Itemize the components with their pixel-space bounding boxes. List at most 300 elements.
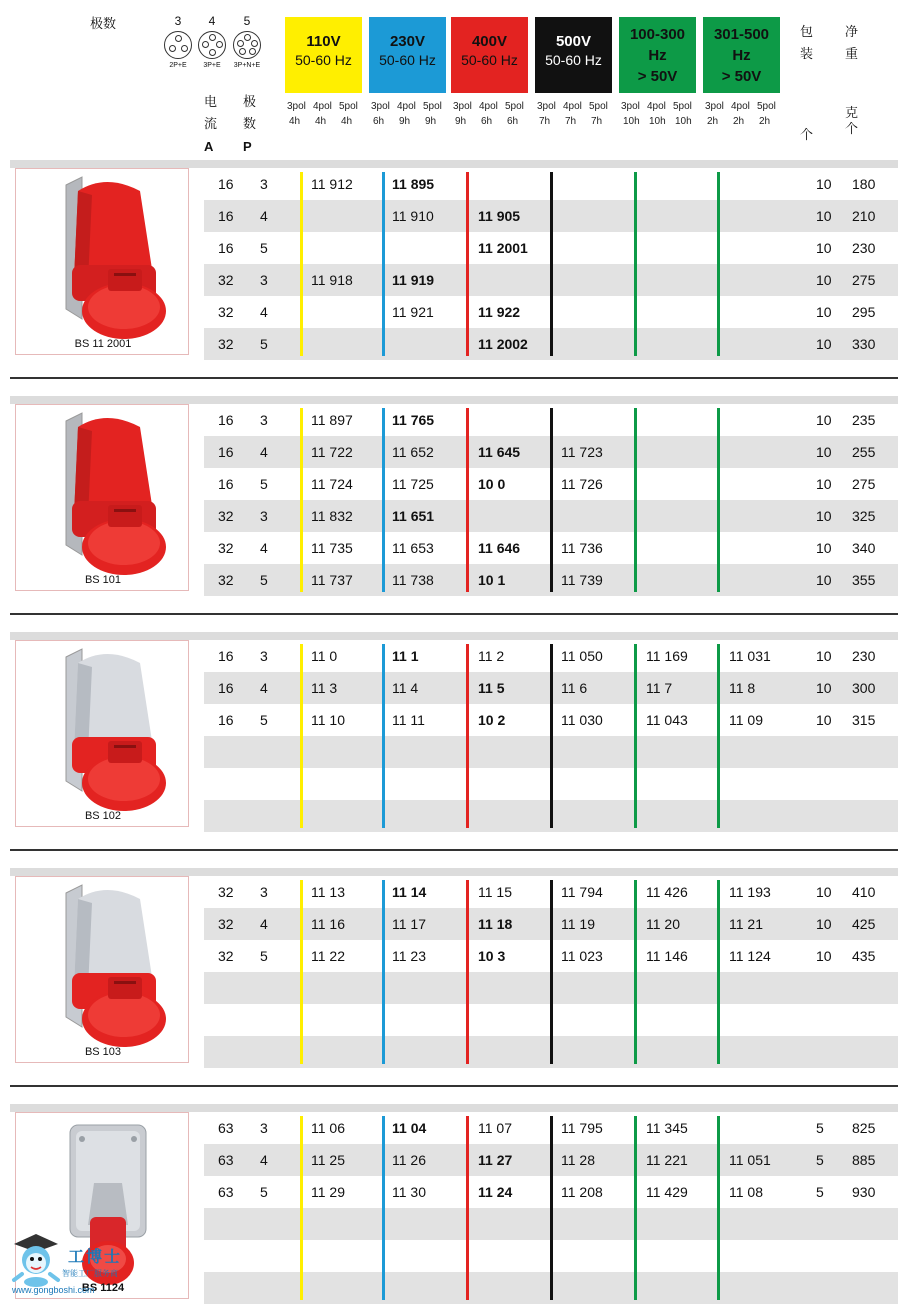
pack-quantity: 10 <box>816 916 832 932</box>
product-number: 11 739 <box>561 572 603 588</box>
current-value: 16 <box>218 476 234 492</box>
header-char: 个 <box>845 122 859 137</box>
pack-quantity: 10 <box>816 412 832 428</box>
voltage-header-box <box>285 17 362 93</box>
voltage-separator-line <box>550 644 553 828</box>
product-number: 11 918 <box>311 272 353 288</box>
voltage-frequency: Hz <box>732 47 751 64</box>
product-caption: BS 102 <box>84 810 122 822</box>
product-number: 11 20 <box>646 916 680 932</box>
product-number: 11 912 <box>311 176 353 192</box>
poles-value: 3 <box>260 648 268 664</box>
pack-quantity: 10 <box>816 208 832 224</box>
net-weight: 435 <box>852 948 876 964</box>
voltage-header-box <box>703 17 780 93</box>
product-number: 11 30 <box>392 1184 426 1200</box>
current-value: 32 <box>218 948 234 964</box>
product-number: 11 08 <box>729 1184 763 1200</box>
current-value: 32 <box>218 272 234 288</box>
poles-value: 5 <box>260 240 268 256</box>
pol-label: 4pol <box>313 101 332 112</box>
socket-illustration <box>16 405 188 589</box>
product-number: 11 795 <box>561 1120 603 1136</box>
current-value: 16 <box>218 176 234 192</box>
hour-label: 6h <box>507 116 519 127</box>
voltage-separator-line <box>466 880 469 1064</box>
hour-label: 6h <box>373 116 385 127</box>
voltage-separator-line <box>634 644 637 828</box>
current-value: 16 <box>218 648 234 664</box>
product-number: 11 738 <box>392 572 434 588</box>
product-number: 11 646 <box>478 540 521 556</box>
pack-quantity: 10 <box>816 648 832 664</box>
voltage-separator-line <box>550 172 553 356</box>
socket-illustration <box>16 169 188 353</box>
pol-label: 3pol <box>453 101 472 112</box>
product-number: 11 429 <box>646 1184 688 1200</box>
product-number: 11 922 <box>478 304 521 320</box>
product-number: 11 919 <box>392 272 435 288</box>
net-weight: 355 <box>852 572 876 588</box>
voltage-line: 100-300 <box>629 26 686 43</box>
socket-illustration <box>16 877 188 1061</box>
product-number: 10 1 <box>478 572 506 588</box>
hour-label: 4h <box>341 116 353 127</box>
product-number: 11 794 <box>561 884 603 900</box>
pol-label: 5pol <box>339 101 358 112</box>
pol-label: 5pol <box>505 101 524 112</box>
voltage-separator-line <box>466 644 469 828</box>
current-value: 32 <box>218 508 234 524</box>
product-number: 11 031 <box>729 648 771 664</box>
product-number: 11 765 <box>392 412 435 428</box>
product-number: 11 736 <box>561 540 603 556</box>
current-column-header <box>204 92 224 158</box>
net-weight: 275 <box>852 476 876 492</box>
pol-label: 3pol <box>371 101 390 112</box>
product-number: 11 28 <box>561 1152 595 1168</box>
current-value: 16 <box>218 240 234 256</box>
hour-label: 9h <box>455 116 467 127</box>
poles-value: 4 <box>260 208 268 224</box>
header-char: 电 <box>204 95 218 110</box>
product-number: 11 023 <box>561 948 603 964</box>
voltage-separator-line <box>300 408 303 592</box>
poles-value: 3 <box>260 272 268 288</box>
product-caption: BS 103 <box>84 1046 122 1058</box>
current-value: 63 <box>218 1184 234 1200</box>
product-number: 11 193 <box>729 884 771 900</box>
pack-quantity: 10 <box>816 712 832 728</box>
voltage-separator-line <box>382 408 385 592</box>
product-number: 11 7 <box>646 680 673 696</box>
product-number: 11 19 <box>561 916 595 932</box>
voltage-line: 500V <box>555 33 592 50</box>
product-number: 11 10 <box>311 712 345 728</box>
product-number: 11 050 <box>561 648 603 664</box>
voltage-frequency: 50-60 Hz <box>545 52 602 68</box>
poles-value: 3 <box>260 176 268 192</box>
product-number: 11 221 <box>646 1152 688 1168</box>
pol-label: 4pol <box>731 101 750 112</box>
product-number: 11 1 <box>392 648 419 664</box>
product-number: 11 4 <box>392 680 419 696</box>
current-value: 16 <box>218 444 234 460</box>
pol-label: 5pol <box>589 101 608 112</box>
net-weight: 180 <box>852 176 876 192</box>
product-number: 11 043 <box>646 712 688 728</box>
product-number: 11 905 <box>478 208 521 224</box>
current-value: 32 <box>218 304 234 320</box>
product-image <box>15 876 189 1063</box>
voltage-separator-line <box>634 880 637 1064</box>
section-band <box>10 632 898 640</box>
voltage-separator-line <box>717 408 720 592</box>
voltage-header-box <box>535 17 612 93</box>
net-weight: 230 <box>852 240 876 256</box>
header-char: P <box>243 139 252 154</box>
section-band <box>10 1104 898 1112</box>
section-divider <box>10 849 898 851</box>
net-weight: 300 <box>852 680 876 696</box>
product-number: 11 169 <box>646 648 688 664</box>
pin-number: 3 <box>174 14 182 28</box>
net-weight: 325 <box>852 508 876 524</box>
poles-value: 4 <box>260 304 268 320</box>
socket-5pin-icon <box>233 31 261 59</box>
pack-quantity: 10 <box>816 680 832 696</box>
current-value: 32 <box>218 884 234 900</box>
voltage-separator-line <box>550 408 553 592</box>
pol-label: 4pol <box>479 101 498 112</box>
product-number: 11 24 <box>478 1184 513 1200</box>
voltage-separator-line <box>300 644 303 828</box>
current-value: 63 <box>218 1120 234 1136</box>
product-number: 11 735 <box>311 540 353 556</box>
poles-value: 3 <box>260 884 268 900</box>
voltage-separator-line <box>382 172 385 356</box>
pin-label: 3P+E <box>203 62 221 69</box>
watermark-tagline: 智能工厂服务商 <box>62 1269 118 1278</box>
pack-quantity: 10 <box>816 948 832 964</box>
current-value: 63 <box>218 1152 234 1168</box>
hour-label: 6h <box>481 116 493 127</box>
hour-label: 7h <box>565 116 577 127</box>
voltage-min: > 50V <box>721 68 762 85</box>
header-char: 极 <box>243 95 257 110</box>
poles-value: 3 <box>260 412 268 428</box>
pack-quantity: 10 <box>816 240 832 256</box>
pack-quantity: 10 <box>816 176 832 192</box>
current-value: 16 <box>218 680 234 696</box>
voltage-line: 301-500 <box>713 26 770 43</box>
voltage-frequency: 50-60 Hz <box>461 52 518 68</box>
current-value: 32 <box>218 572 234 588</box>
hour-label: 10h <box>623 116 640 127</box>
product-number: 11 25 <box>311 1152 345 1168</box>
section-divider <box>10 613 898 615</box>
header-char: 数 <box>243 117 257 132</box>
hour-label: 7h <box>591 116 603 127</box>
hour-label: 2h <box>759 116 771 127</box>
hour-label: 7h <box>539 116 551 127</box>
pack-quantity: 10 <box>816 476 832 492</box>
product-number: 11 832 <box>311 508 353 524</box>
hour-label: 2h <box>707 116 719 127</box>
current-value: 32 <box>218 336 234 352</box>
hour-label: 9h <box>425 116 437 127</box>
pin-label: 2P+E <box>169 62 187 69</box>
mascot-logo-icon <box>8 1230 64 1288</box>
net-weight: 340 <box>852 540 876 556</box>
net-weight: 315 <box>852 712 876 728</box>
pol-label: 5pol <box>757 101 776 112</box>
poles-value: 5 <box>260 336 268 352</box>
current-value: 16 <box>218 712 234 728</box>
product-number: 11 723 <box>561 444 603 460</box>
voltage-header-box <box>451 17 528 93</box>
voltage-line: 110V <box>306 33 341 50</box>
voltage-separator-line <box>300 172 303 356</box>
product-number: 11 895 <box>392 176 435 192</box>
product-number: 11 09 <box>729 712 763 728</box>
product-number: 11 22 <box>311 948 345 964</box>
voltage-separator-line <box>382 1116 385 1300</box>
product-image <box>15 640 189 827</box>
product-caption: BS 11 2001 <box>74 338 132 350</box>
product-number: 11 8 <box>729 680 756 696</box>
pol-label: 3pol <box>705 101 724 112</box>
product-number: 11 2001 <box>478 240 528 256</box>
watermark-url: www.gongboshi.com <box>12 1285 95 1295</box>
socket-illustration <box>16 641 188 825</box>
product-number: 11 345 <box>646 1120 688 1136</box>
header-char: 重 <box>845 47 859 62</box>
product-number: 11 897 <box>311 412 353 428</box>
pack-quantity: 10 <box>816 304 832 320</box>
voltage-min: > 50V <box>637 68 678 85</box>
net-weight: 330 <box>852 336 876 352</box>
net-weight: 425 <box>852 916 876 932</box>
voltage-frequency: 50-60 Hz <box>295 52 352 68</box>
section-divider <box>10 1085 898 1087</box>
header-char: 净 <box>845 25 859 40</box>
product-number: 11 27 <box>478 1152 513 1168</box>
pack-quantity: 10 <box>816 272 832 288</box>
voltage-line: 400V <box>471 33 508 50</box>
product-number: 11 724 <box>311 476 353 492</box>
product-number: 11 426 <box>646 884 688 900</box>
pack-quantity: 5 <box>816 1152 824 1168</box>
product-number: 11 2 <box>478 648 505 664</box>
voltage-separator-line <box>634 1116 637 1300</box>
voltage-separator-line <box>717 172 720 356</box>
product-number: 11 208 <box>561 1184 603 1200</box>
poles-value: 5 <box>260 572 268 588</box>
net-weight: 885 <box>852 1152 876 1168</box>
product-number: 11 15 <box>478 884 512 900</box>
product-number: 11 0 <box>311 648 338 664</box>
product-number: 11 2002 <box>478 336 528 352</box>
product-number: 10 2 <box>478 712 506 728</box>
product-number: 11 23 <box>392 948 426 964</box>
poles-value: 5 <box>260 476 268 492</box>
header-char: 装 <box>800 47 814 62</box>
pack-quantity: 10 <box>816 444 832 460</box>
section-band <box>10 160 898 168</box>
product-number: 11 652 <box>392 444 434 460</box>
voltage-separator-line <box>300 880 303 1064</box>
product-number: 11 6 <box>561 680 588 696</box>
voltage-separator-line <box>550 1116 553 1300</box>
net-weight: 230 <box>852 648 876 664</box>
poles-value: 4 <box>260 540 268 556</box>
pack-quantity: 10 <box>816 884 832 900</box>
product-number: 10 3 <box>478 948 506 964</box>
pol-label: 3pol <box>287 101 306 112</box>
current-value: 16 <box>218 412 234 428</box>
voltage-separator-line <box>300 1116 303 1300</box>
product-number: 11 726 <box>561 476 603 492</box>
product-number: 11 04 <box>392 1120 427 1136</box>
poles-value: 4 <box>260 680 268 696</box>
pol-label: 3pol <box>621 101 640 112</box>
poles-value: 4 <box>260 1152 268 1168</box>
product-image <box>15 168 189 355</box>
product-number: 11 26 <box>392 1152 426 1168</box>
product-number: 11 29 <box>311 1184 345 1200</box>
pack-quantity: 5 <box>816 1184 824 1200</box>
product-number: 11 21 <box>729 916 763 932</box>
pack-quantity: 5 <box>816 1120 824 1136</box>
product-image <box>15 404 189 591</box>
pack-quantity: 10 <box>816 572 832 588</box>
product-number: 11 06 <box>311 1120 345 1136</box>
voltage-separator-line <box>382 644 385 828</box>
voltage-separator-line <box>466 408 469 592</box>
voltage-separator-line <box>634 408 637 592</box>
product-number: 11 921 <box>392 304 434 320</box>
section-band <box>10 396 898 404</box>
product-number: 11 146 <box>646 948 688 964</box>
product-number: 11 5 <box>478 680 505 696</box>
pol-label: 4pol <box>563 101 582 112</box>
product-caption: BS 1124 <box>81 1282 125 1294</box>
product-number: 11 3 <box>311 680 338 696</box>
hour-label: 9h <box>399 116 411 127</box>
product-number: 10 0 <box>478 476 506 492</box>
product-number: 11 14 <box>392 884 427 900</box>
product-number: 11 722 <box>311 444 353 460</box>
product-number: 11 16 <box>311 916 345 932</box>
voltage-header-box <box>619 17 696 93</box>
pack-quantity: 10 <box>816 540 832 556</box>
pack-column-header <box>800 22 813 147</box>
net-weight: 275 <box>852 272 876 288</box>
product-number: 11 11 <box>392 712 425 728</box>
voltage-separator-line <box>466 172 469 356</box>
pin-number: 4 <box>208 14 216 28</box>
hour-label: 4h <box>289 116 301 127</box>
product-number: 11 18 <box>478 916 513 932</box>
hour-label: 10h <box>649 116 666 127</box>
poles-value: 5 <box>260 1184 268 1200</box>
product-caption: BS 101 <box>84 574 122 586</box>
pol-label: 3pol <box>537 101 556 112</box>
pack-quantity: 10 <box>816 336 832 352</box>
product-number: 11 030 <box>561 712 603 728</box>
voltage-separator-line <box>382 880 385 1064</box>
weight-column-header <box>845 22 858 141</box>
poles-value: 4 <box>260 444 268 460</box>
header-char: 包 <box>800 25 814 40</box>
voltage-separator-line <box>634 172 637 356</box>
poles-value: 3 <box>260 1120 268 1136</box>
header-char: 个 <box>800 128 814 143</box>
pack-quantity: 10 <box>816 508 832 524</box>
pol-label: 5pol <box>673 101 692 112</box>
watermark-brand: 工博士 <box>68 1247 123 1266</box>
product-number: 11 645 <box>478 444 521 460</box>
product-number: 11 17 <box>392 916 426 932</box>
poles-value: 4 <box>260 916 268 932</box>
pol-label: 4pol <box>647 101 666 112</box>
voltage-separator-line <box>717 1116 720 1300</box>
section-band <box>10 868 898 876</box>
socket-3pin-icon <box>164 31 192 59</box>
poles-value: 5 <box>260 712 268 728</box>
product-number: 11 051 <box>729 1152 771 1168</box>
header-char: 克 <box>845 106 859 121</box>
current-value: 32 <box>218 916 234 932</box>
product-number: 11 653 <box>392 540 434 556</box>
product-number: 11 725 <box>392 476 434 492</box>
net-weight: 410 <box>852 884 876 900</box>
poles-value: 5 <box>260 948 268 964</box>
voltage-separator-line <box>717 644 720 828</box>
product-number: 11 124 <box>729 948 771 964</box>
socket-4pin-icon <box>198 31 226 59</box>
net-weight: 825 <box>852 1120 876 1136</box>
current-value: 16 <box>218 208 234 224</box>
product-number: 11 13 <box>311 884 345 900</box>
hour-label: 2h <box>733 116 745 127</box>
watermark <box>8 1230 158 1300</box>
voltage-line: 230V <box>389 33 426 50</box>
section-divider <box>10 377 898 379</box>
net-weight: 930 <box>852 1184 876 1200</box>
poles-title: 极数 <box>90 17 117 32</box>
net-weight: 255 <box>852 444 876 460</box>
voltage-frequency: 50-60 Hz <box>379 52 436 68</box>
voltage-separator-line <box>717 880 720 1064</box>
product-number: 11 07 <box>478 1120 512 1136</box>
poles-value: 3 <box>260 508 268 524</box>
pin-number: 5 <box>243 14 251 28</box>
current-value: 32 <box>218 540 234 556</box>
voltage-separator-line <box>466 1116 469 1300</box>
pol-label: 4pol <box>397 101 416 112</box>
voltage-separator-line <box>550 880 553 1064</box>
poles-column-header <box>243 92 263 158</box>
voltage-header-box <box>369 17 446 93</box>
hour-label: 4h <box>315 116 327 127</box>
net-weight: 295 <box>852 304 876 320</box>
voltage-frequency: Hz <box>648 47 667 64</box>
net-weight: 210 <box>852 208 876 224</box>
hour-label: 10h <box>675 116 692 127</box>
product-number: 11 737 <box>311 572 353 588</box>
